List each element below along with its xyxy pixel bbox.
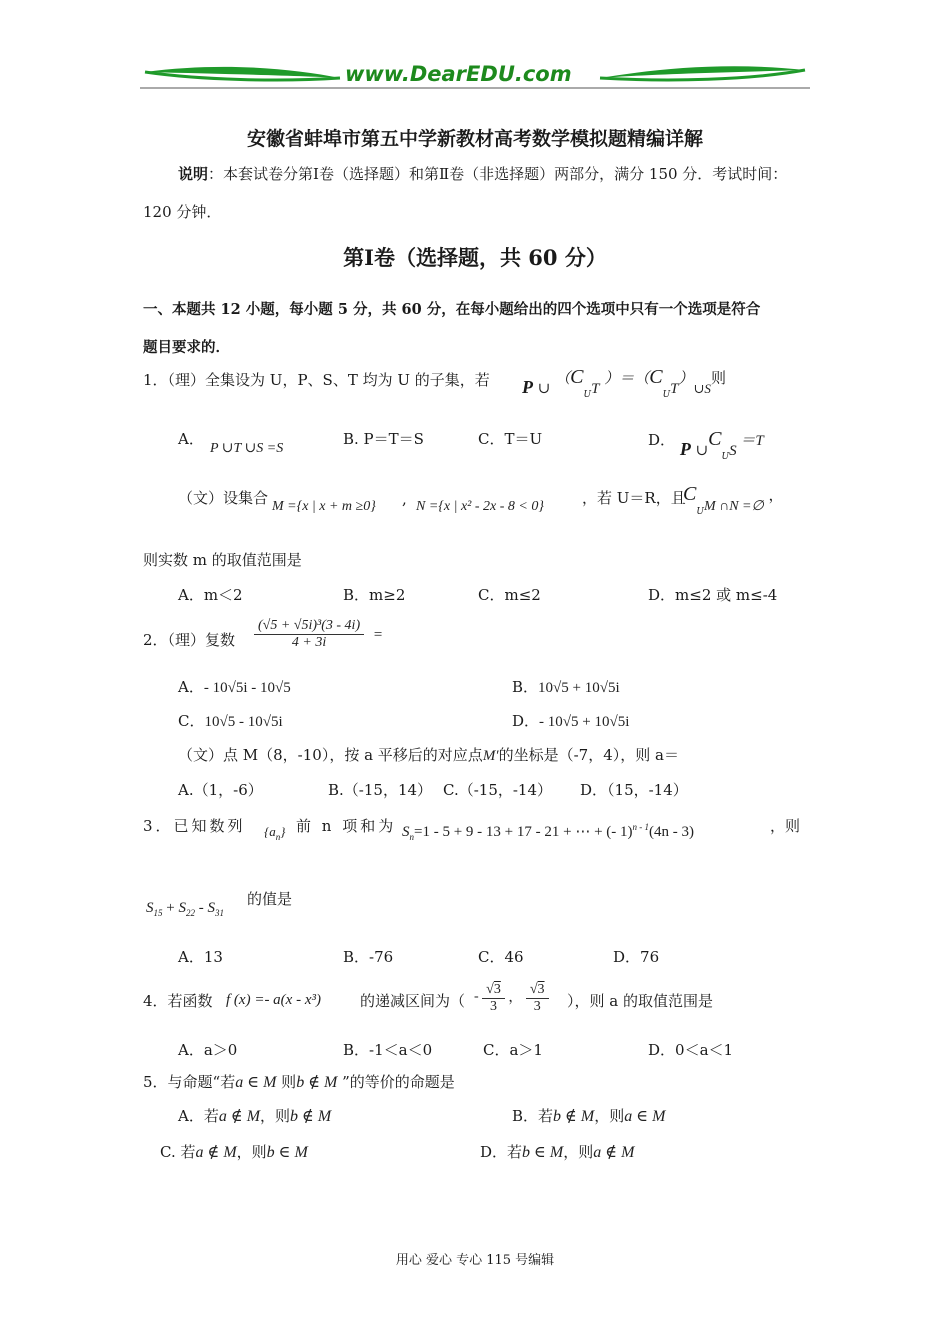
q5-stem-m2: b ∉ M [296, 1074, 338, 1091]
q1-condition [522, 366, 726, 400]
exam-note [178, 163, 787, 184]
q1-wen-option-b: B．m≥2 [343, 586, 406, 604]
q1-option-d-eq: ＝T [736, 433, 764, 449]
q3-stem-text: 3．已知数列 [143, 817, 246, 835]
q2-equals: = [372, 626, 384, 643]
note-text: ：本套试卷分第Ⅰ卷（选择题）和第Ⅱ卷（非选择题）两部分，满分 150 分．考试时间： [208, 165, 788, 183]
q2-option-c [178, 710, 283, 731]
q3-exp: n - 1 [632, 822, 650, 832]
q1-wen-mid: ，若 U＝R，且 [582, 489, 686, 507]
q5-option-d-label: D．若 [480, 1143, 523, 1161]
q1-wen-sub: U [696, 507, 704, 517]
q2-option-b-label: B． [512, 678, 539, 696]
q4-interval-comma: ， [508, 990, 523, 1006]
q5-option-b-label: B．若 [512, 1107, 554, 1125]
q3-expression: $S_{15} + S_{22} - S_{31}$ [146, 900, 224, 918]
q5-stem-text: 5．与命题“若 [143, 1073, 236, 1091]
q5-option-a [178, 1105, 331, 1126]
q2-option-a-label: A． [178, 678, 204, 696]
q5-option-d-2: ，则 [563, 1143, 594, 1161]
q1-complement-sub2: U [662, 390, 671, 400]
q5-option-a-1: a ∉ M [218, 1108, 261, 1125]
q5-option-c [160, 1141, 308, 1162]
q5-stem [143, 1071, 455, 1092]
q1-stem-text: 1．（理）全集设为 U，P、S、T 均为 U 的子集，若 [143, 371, 490, 389]
q4-interval [474, 982, 549, 1015]
q3-formula [402, 822, 694, 842]
q2-option-d [512, 710, 629, 731]
q3-sn: $S_n$ [402, 824, 414, 842]
q3-mid: 前 n 项和为 [296, 817, 397, 835]
q5-option-d-1: b ∈ M [522, 1144, 564, 1161]
q2-denominator: 4 + 3i [291, 635, 327, 650]
q1-option-a-label: A． [178, 430, 204, 448]
q4-neg-sign: - [474, 988, 479, 1004]
q5-option-b [512, 1105, 665, 1126]
q1-option-d-union: ∪ [695, 443, 709, 459]
q3-option-b: B．-76 [343, 948, 394, 966]
q5-option-c-label: C. 若 [160, 1143, 196, 1161]
note-label: 说明 [178, 165, 209, 183]
q2-wen-option-a: A.（1，-6） [178, 781, 263, 799]
q5-option-d [480, 1141, 634, 1162]
q1-wen-n: N ={x | x² - 2x - 8 < 0} [416, 499, 544, 514]
q4-end: ），则 a 的取值范围是 [567, 992, 713, 1010]
q3-option-c: C．46 [478, 948, 524, 966]
q1-cond-close: ） [678, 371, 694, 387]
q4-option-c: C．a＞1 [483, 1041, 543, 1059]
q2-wen-text: （文）点 M（8，-10），按 a 平移后的对应点 [178, 746, 483, 764]
q1-option-b [343, 428, 424, 449]
q4-function: f (x) =- a(x - x³) [226, 992, 321, 1008]
q1-cond-t: T [591, 381, 600, 397]
q4-frac-right: $\frac{√3}{3}$ [526, 982, 549, 1015]
q2-option-b-math: 10√5 + 10√5i [538, 680, 620, 696]
q5-option-b-2: ，则 [594, 1107, 625, 1125]
exam-note-line2: 120 分钟． [143, 203, 222, 221]
q1-option-d-p: P [679, 439, 691, 459]
q2-option-c-label: C． [178, 712, 205, 730]
q1-wen-set: M ∩N =∅ [703, 499, 764, 514]
q1-option-b-text: B. P＝T＝S [343, 430, 424, 448]
q1-wen-option-a: A．m＜2 [178, 586, 243, 604]
q2-fraction-body [254, 618, 364, 651]
q2-option-a [178, 676, 291, 697]
q1-stem [143, 369, 490, 390]
q4-option-b: B．-1＜a＜0 [343, 1041, 433, 1059]
q2-fraction [254, 618, 383, 651]
q1-cond-paren: （ [555, 371, 571, 387]
q1-cond-union: ∪ [537, 381, 551, 397]
q1-option-d-label: D． [648, 431, 676, 449]
q1-wen-option-d: D．m≤2 或 m≤-4 [648, 586, 778, 604]
q1-complement-sub: U [583, 390, 592, 400]
q1-option-c [478, 428, 542, 449]
q1-option-c-text: C．T＝U [478, 430, 543, 448]
q5-option-c-3: b ∈ M [266, 1144, 308, 1161]
q3-option-d: D．76 [613, 948, 660, 966]
site-logo-text: www.DearEDU.com [345, 62, 572, 86]
q1-cond-p: P [522, 377, 533, 397]
q1-option-d [648, 428, 764, 462]
q2-option-d-label: D． [512, 712, 540, 730]
q5-option-c-2: ，则 [236, 1143, 267, 1161]
q3-line2-tail: 的值是 [247, 890, 293, 908]
q1-then: 则 [710, 369, 726, 387]
q3-formula-text: =1 - 5 + 9 - 13 + 17 - 21 + ⋯ + (- 1) [414, 824, 633, 840]
q1-wen-c: C [683, 483, 697, 505]
q2-wen-option-c: C.（-15，-14） [443, 781, 553, 799]
q2-option-c-math: 10√5 - 10√5i [204, 714, 283, 730]
q1-wen-stem [178, 487, 268, 508]
q5-stem-end: ”的等价的命题是 [342, 1073, 455, 1091]
q1-option-a-math: P ∪T ∪S =S [210, 441, 284, 456]
q2-option-b [512, 676, 620, 697]
q1-option-d-s: S [729, 443, 737, 459]
q5-option-a-2: ，则 [260, 1107, 291, 1125]
q5-stem-mid: 则 [281, 1073, 297, 1091]
q2-stem [143, 629, 235, 650]
q3-formula-tail: (4n - 3) [649, 824, 695, 840]
q1-complement-c: C [570, 366, 584, 388]
q4-mid: 的递减区间为（ [360, 992, 466, 1010]
q3-sequence: $\{a_n\}$ [264, 824, 286, 842]
q4-frac-left: $\frac{√3}{3}$ [482, 982, 505, 1015]
header-banner [140, 60, 810, 92]
q5-option-d-3: a ∉ M [593, 1144, 635, 1161]
q5-option-c-1: a ∉ M [195, 1144, 237, 1161]
q2-wen-mprime: M′ [482, 748, 499, 764]
q3-stem [143, 815, 246, 836]
page-title: 安徽省蚌埠市第五中学新教材高考数学模拟题精编详解 [246, 128, 703, 150]
section-title: 第Ⅰ卷（选择题，共 60 分） [343, 245, 607, 270]
page-footer: 用心 爱心 专心 115 号编辑 [395, 1253, 555, 1268]
q5-option-a-3: b ∉ M [290, 1108, 332, 1125]
q2-option-d-math: - 10√5 + 10√5i [539, 714, 630, 730]
q1-cond-eq: ）＝（ [604, 371, 650, 387]
instruction-line2: 题目要求的． [143, 339, 230, 356]
instruction-line1: 一、本题共 12 小题，每小题 5 分，共 60 分，在每小题给出的四个选项中只有一个选项是符合 [143, 301, 761, 318]
q1-wen-line2: 则实数 m 的取值范围是 [143, 551, 302, 569]
q2-stem-text: 2．（理）复数 [143, 631, 236, 649]
q1-cond-t2: T [670, 381, 679, 397]
q1-wen-m: M ={x | x + m ≥0} [272, 499, 376, 514]
q1-cond-us: ∪S [693, 381, 711, 396]
q2-option-a-math: - 10√5i - 10√5 [203, 680, 291, 696]
q4-stem: 4．若函数 [143, 992, 213, 1010]
q1-wen-option-c: C．m≤2 [478, 586, 541, 604]
q4-option-a: A．a＞0 [178, 1041, 238, 1059]
q1-option-d-sub: U [721, 452, 730, 462]
q2-wen-option-d: D．（15，-14） [580, 781, 688, 799]
q2-wen-option-b: B.（-15，14） [328, 781, 433, 799]
q1-option-a [178, 428, 204, 449]
q1-wen-comma2: ， [763, 486, 784, 504]
q1-wen-stem-text: （文）设集合 [178, 489, 269, 507]
q5-option-b-1: b ∉ M [553, 1108, 595, 1125]
q3-option-a: A．13 [178, 948, 223, 966]
q5-option-b-3: a ∈ M [624, 1108, 666, 1125]
q5-option-a-label: A．若 [178, 1107, 219, 1125]
q1-option-d-c: C [708, 428, 722, 450]
q1-wen-comma1: , [402, 490, 407, 508]
q5-stem-m1: a ∈ M [235, 1074, 277, 1091]
q2-wen-stem [178, 744, 679, 765]
q4-option-d: D．0＜a＜1 [648, 1041, 734, 1059]
q1-complement-c2: C [649, 366, 663, 388]
q2-numerator: (√5 + √5i)³(3 - 4i) [254, 618, 364, 635]
q2-wen-text2: 的坐标是（-7，4），则 a＝ [498, 746, 679, 764]
q3-then: ，则 [770, 817, 801, 835]
q1-wen-complement [683, 483, 784, 517]
